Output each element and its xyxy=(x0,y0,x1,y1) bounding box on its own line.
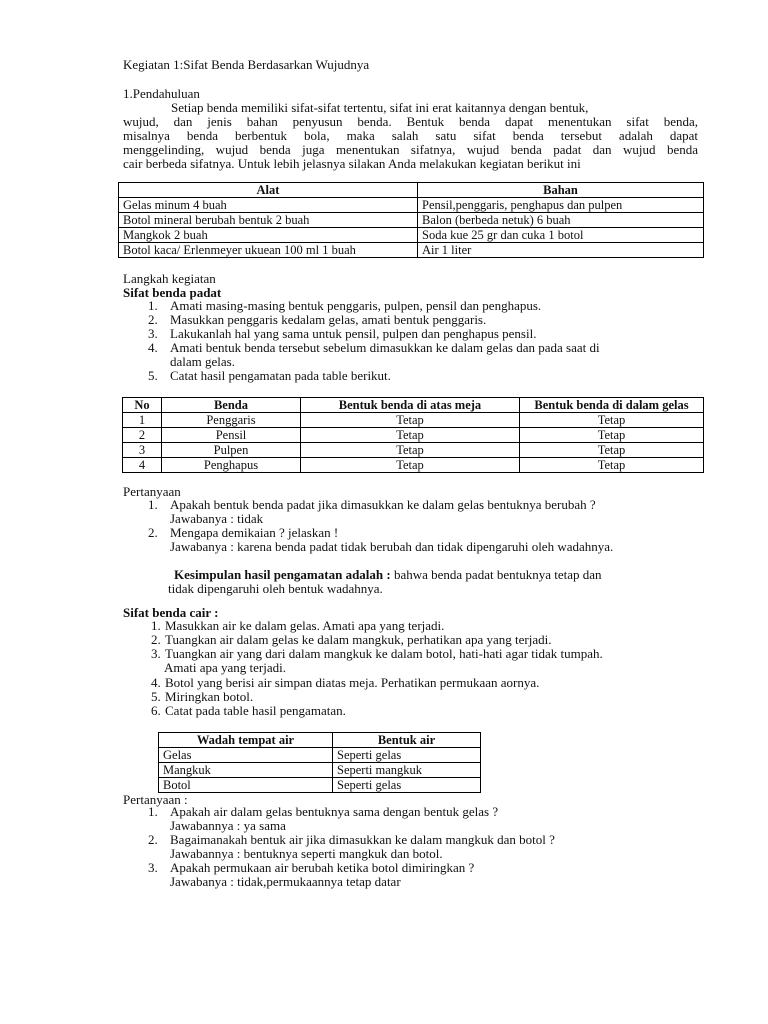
table-header-cell: No xyxy=(123,398,162,413)
table-cell: Botol xyxy=(159,778,333,793)
table-cell: Soda kue 25 gr dan cuka 1 botol xyxy=(418,228,704,243)
table-row xyxy=(123,443,704,458)
list-number: 2. xyxy=(148,832,158,847)
list-text: Catat pada table hasil pengamatan. xyxy=(165,703,346,718)
table-cell: Tetap xyxy=(301,428,520,443)
table-cell: 1 xyxy=(123,413,162,428)
intro-heading: 1.Pendahuluan xyxy=(123,86,200,101)
list-item xyxy=(148,299,541,313)
table-cell: Tetap xyxy=(301,458,520,473)
list-text: Catat hasil pengamatan pada table berikut. xyxy=(170,368,391,383)
list-item xyxy=(151,633,552,647)
list-text: Tuangkan air dalam gelas ke dalam mangkuk, perhatikan apa yang terjadi. xyxy=(165,632,552,647)
table-cell: Tetap xyxy=(301,443,520,458)
table-row xyxy=(119,243,704,258)
answer-text: Jawabanya : karena benda padat tidak berubah dan tidak dipengaruhi oleh wadahnya. xyxy=(170,539,614,554)
table-cell: Penghapus xyxy=(162,458,301,473)
table-cell: Tetap xyxy=(301,413,520,428)
table-cell: Seperti gelas xyxy=(333,748,481,763)
table-cell: Tetap xyxy=(520,443,704,458)
answer-text: Jawabannya : bentuknya seperti mangkuk dan botol. xyxy=(170,846,443,861)
list-number: 4. xyxy=(148,340,158,355)
table-cell: Balon (berbeda netuk) 6 buah xyxy=(418,213,704,228)
list-number: 1. xyxy=(148,497,158,512)
steps-heading: Langkah kegiatan xyxy=(123,271,216,286)
list-item xyxy=(148,369,391,383)
conclusion-label: Kesimpulan hasil pengamatan adalah : xyxy=(174,567,391,582)
list-number: 2. xyxy=(148,525,158,540)
list-text: Botol yang berisi air simpan diatas meja. Perhatikan permukaan aornya. xyxy=(165,675,540,690)
table-cell: Pensil xyxy=(162,428,301,443)
list-number: 2. xyxy=(148,312,158,327)
intro-line: menggelinding, wujud benda juga menentukan sifatnya, wujud benda padat dan wujud benda xyxy=(123,142,698,157)
question-item xyxy=(148,833,555,847)
liquid-heading: Sifat benda cair : xyxy=(123,605,219,620)
list-number: 4. xyxy=(151,675,161,690)
list-text: Miringkan botol. xyxy=(165,689,254,704)
table-header-cell: Wadah tempat air xyxy=(159,733,333,748)
list-item xyxy=(151,647,603,661)
table-cell: 3 xyxy=(123,443,162,458)
list-text: Amati apa yang terjadi. xyxy=(164,660,287,675)
table-row xyxy=(159,763,481,778)
question-text: Apakah air dalam gelas bentuknya sama dengan bentuk gelas ? xyxy=(170,804,499,819)
solid-heading: Sifat benda padat xyxy=(123,285,222,300)
table-cell: Botol mineral berubah bentuk 2 buah xyxy=(119,213,418,228)
conclusion-text: bahwa benda padat bentuknya tetap dan xyxy=(390,567,602,582)
table-header-row xyxy=(119,183,704,198)
list-number: 1. xyxy=(148,804,158,819)
intro-line: misalnya benda berbentuk bola, maka salah satu sifat benda tersebut adalah dapat xyxy=(123,128,698,143)
list-text: Lakukanlah hal yang sama untuk pensil, pulpen dan penghapus pensil. xyxy=(170,326,537,341)
list-number: 1. xyxy=(148,298,158,313)
questions-heading: Pertanyaan : xyxy=(123,792,188,807)
table-cell: Pulpen xyxy=(162,443,301,458)
table-header-row xyxy=(123,398,704,413)
list-item xyxy=(148,327,536,341)
table-cell: Air 1 liter xyxy=(418,243,704,258)
table-header-row xyxy=(159,733,481,748)
table-cell: Penggaris xyxy=(162,413,301,428)
list-item xyxy=(151,676,539,690)
table-header-cell: Alat xyxy=(119,183,418,198)
list-item xyxy=(164,661,286,675)
list-text: Masukkan penggaris kedalam gelas, amati bentuk penggaris. xyxy=(170,312,487,327)
intro-line: wujud, dan jenis bahan penyusun benda. Bentuk benda dapat menentukan sifat benda, xyxy=(123,114,698,129)
table-cell: Seperti gelas xyxy=(333,778,481,793)
liquid-observation-table xyxy=(158,732,481,793)
table-cell: Tetap xyxy=(520,413,704,428)
conclusion xyxy=(174,568,602,582)
table-cell: Mangkuk xyxy=(159,763,333,778)
list-number: 3. xyxy=(151,646,161,661)
intro-line: cair berbeda sifatnya. Untuk lebih jelasnya silakan Anda melakukan kegiatan berikut ini xyxy=(123,156,581,171)
question-text: Apakah permukaan air berubah ketika botol dimiringkan ? xyxy=(170,860,475,875)
table-cell: Seperti mangkuk xyxy=(333,763,481,778)
table-cell: Gelas minum 4 buah xyxy=(119,198,418,213)
answer-text: Jawabanya : tidak xyxy=(170,511,264,526)
question-text: Apakah bentuk benda padat jika dimasukkan ke dalam gelas bentuknya berubah ? xyxy=(170,497,596,512)
answer-text: Jawabanya : tidak,permukaannya tetap datar xyxy=(170,874,401,889)
list-number: 6. xyxy=(151,703,161,718)
table-row xyxy=(123,413,704,428)
intro-line: Setiap benda memiliki sifat-sifat tertentu, sifat ini erat kaitannya dengan bentuk, xyxy=(171,100,589,115)
list-item xyxy=(148,341,600,355)
table-cell: Pensil,penggaris, penghapus dan pulpen xyxy=(418,198,704,213)
list-number: 3. xyxy=(148,860,158,875)
list-text: Amati masing-masing bentuk penggaris, pulpen, pensil dan penghapus. xyxy=(170,298,542,313)
question-text: Bagaimanakah bentuk air jika dimasukkan ke dalam mangkuk dan botol ? xyxy=(170,832,555,847)
table-cell: Botol kaca/ Erlenmeyer ukuean 100 ml 1 buah xyxy=(119,243,418,258)
table-cell: Mangkok 2 buah xyxy=(119,228,418,243)
answer-text: Jawabannya : ya sama xyxy=(170,818,286,833)
table-cell: 2 xyxy=(123,428,162,443)
solid-observation-table xyxy=(122,397,704,473)
question-item xyxy=(148,861,474,875)
list-item xyxy=(151,704,346,718)
table-header-cell: Benda xyxy=(162,398,301,413)
table-header-cell: Bentuk benda di atas meja xyxy=(301,398,520,413)
list-number: 5. xyxy=(151,689,161,704)
list-item xyxy=(151,690,253,704)
table-cell: 4 xyxy=(123,458,162,473)
question-item xyxy=(148,498,596,512)
list-text: Amati bentuk benda tersebut sebelum dimasukkan ke dalam gelas dan pada saat di xyxy=(170,340,600,355)
table-row xyxy=(119,213,704,228)
list-text: Tuangkan air yang dari dalam mangkuk ke dalam botol, hati-hati agar tidak tumpah. xyxy=(165,646,603,661)
questions-heading: Pertanyaan xyxy=(123,484,181,499)
list-number: 5. xyxy=(148,368,158,383)
list-item xyxy=(151,619,444,633)
list-number: 2. xyxy=(151,632,161,647)
materials-table xyxy=(118,182,704,258)
list-number: 3. xyxy=(148,326,158,341)
question-text: Mengapa demikaian ? jelaskan ! xyxy=(170,525,339,540)
table-cell: Tetap xyxy=(520,428,704,443)
table-row xyxy=(159,778,481,793)
table-row xyxy=(159,748,481,763)
table-header-cell: Bahan xyxy=(418,183,704,198)
table-row xyxy=(119,198,704,213)
table-row xyxy=(119,228,704,243)
table-cell: Gelas xyxy=(159,748,333,763)
list-item xyxy=(148,355,235,369)
table-header-cell: Bentuk benda di dalam gelas xyxy=(520,398,704,413)
list-text: Masukkan air ke dalam gelas. Amati apa yang terjadi. xyxy=(165,618,445,633)
question-item xyxy=(148,805,498,819)
table-row xyxy=(123,428,704,443)
table-row xyxy=(123,458,704,473)
table-cell: Tetap xyxy=(520,458,704,473)
document-title: Kegiatan 1:Sifat Benda Berdasarkan Wujudnya xyxy=(123,57,370,72)
list-number: 1. xyxy=(151,618,161,633)
list-item xyxy=(148,313,486,327)
table-header-cell: Bentuk air xyxy=(333,733,481,748)
conclusion-text-line2: tidak dipengaruhi oleh bentuk wadahnya. xyxy=(168,581,383,596)
list-text: dalam gelas. xyxy=(170,354,235,369)
question-item xyxy=(148,526,338,540)
